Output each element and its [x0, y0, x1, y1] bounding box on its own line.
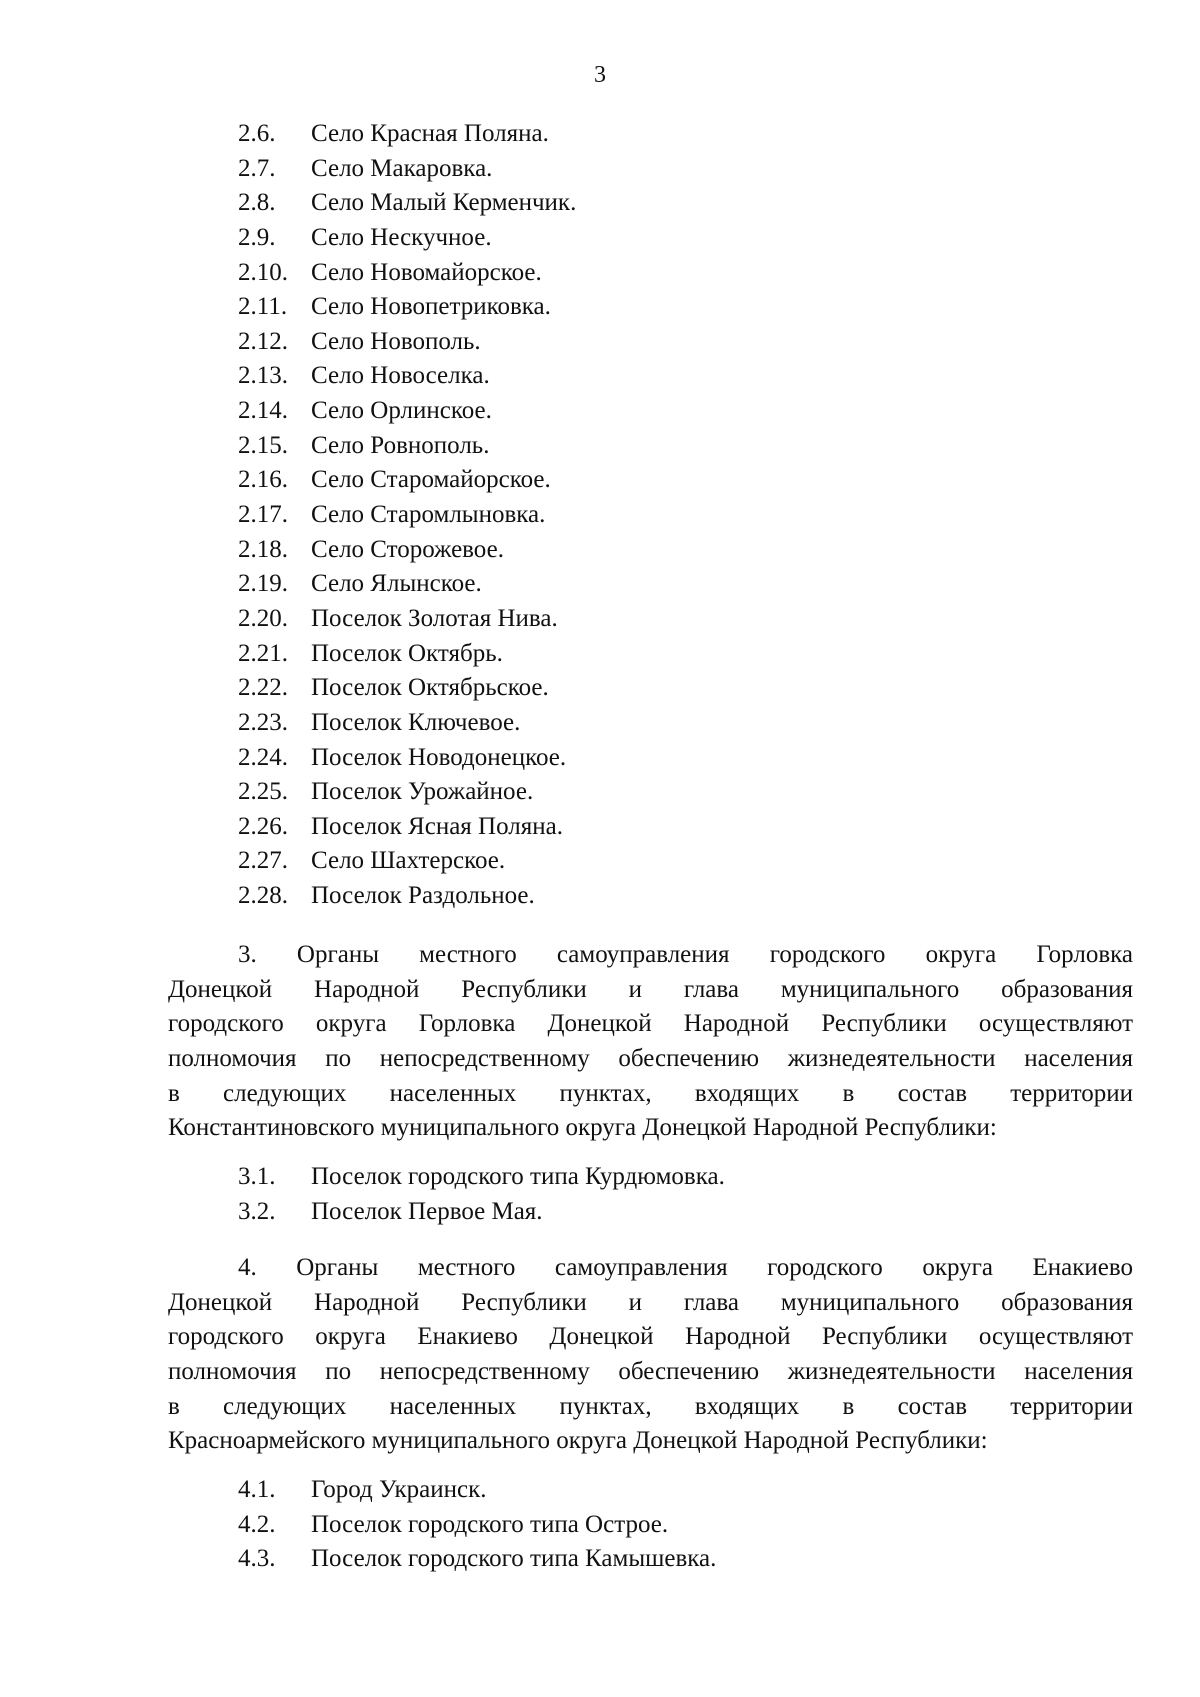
list-item-number: 2.25. — [238, 778, 288, 806]
list-item — [238, 533, 576, 568]
list-item-text: Поселок Золотая Нива. — [311, 604, 558, 632]
list-item-number: 2.27. — [238, 847, 288, 875]
paragraph-line: полномочия по непосредственному обеспечению жизнедеятельности населения — [168, 1358, 1133, 1386]
list-item — [238, 1508, 716, 1543]
list-item-text: Поселок Ключевое. — [311, 708, 521, 736]
list-item-text: Село Новомайорское. — [311, 258, 542, 286]
list-item — [238, 741, 576, 776]
list-item-text: Поселок городского типа Камышевка. — [311, 1545, 717, 1572]
list-item-text: Поселок Новодонецкое. — [311, 743, 567, 771]
list-item-text: Поселок Первое Мая. — [311, 1197, 543, 1225]
list-item — [238, 810, 576, 845]
list-item-number: 2.18. — [238, 535, 288, 563]
list-item-text: Село Новопетриковка. — [311, 293, 551, 321]
list-item-text: Поселок Октябрьское. — [311, 674, 549, 702]
list-item-number: 2.15. — [238, 431, 288, 459]
list-item-number: 2.26. — [238, 812, 288, 840]
list-item — [238, 671, 576, 706]
list-item — [238, 290, 576, 325]
paragraph-line: в следующих населенных пунктах, входящих в состав территории — [168, 1392, 1133, 1420]
list-item-number: 2.24. — [238, 743, 288, 771]
list-item-text: Село Новополь. — [311, 327, 481, 355]
list-item-number: 3.1. — [238, 1163, 276, 1190]
paragraph-4 — [168, 1251, 1133, 1459]
list-item — [238, 221, 576, 256]
list-item — [238, 844, 576, 879]
paragraph-line: Донецкой Народной Республики и глава муниципального образования — [168, 975, 1133, 1003]
list-item — [238, 879, 576, 914]
paragraph-line: городского округа Горловка Донецкой Народной Республики осуществляют — [168, 1010, 1133, 1038]
list-item — [238, 637, 576, 672]
list-item — [238, 394, 576, 429]
list-item — [238, 256, 576, 291]
list-item-number: 2.7. — [238, 154, 276, 182]
list-item-number: 2.28. — [238, 882, 288, 910]
paragraph-line: 4. Органы местного самоуправления городского округа Енакиево — [238, 1254, 1133, 1281]
list-item-number: 2.8. — [238, 189, 276, 217]
list-item-text: Село Нескучное. — [311, 223, 492, 251]
list-item-text: Село Шахтерское. — [311, 847, 506, 875]
list-item — [238, 325, 576, 360]
list-item-text: Село Сторожевое. — [311, 535, 504, 563]
list-item-text: Поселок Раздольное. — [311, 882, 535, 910]
list-item-number: 2.17. — [238, 501, 288, 529]
list-item-number: 2.16. — [238, 466, 288, 494]
list-item-text: Село Старомлыновка. — [311, 501, 546, 529]
list-item-number: 2.10. — [238, 258, 288, 286]
list-item-text: Поселок Урожайное. — [311, 778, 534, 806]
list-item-number: 2.22. — [238, 674, 288, 702]
list-item-number: 2.11. — [238, 293, 288, 321]
paragraph-line: 3. Органы местного самоуправления городского округа Горловка — [238, 941, 1133, 968]
list-item — [238, 186, 576, 221]
list-item-number: 2.20. — [238, 604, 288, 632]
list-item-number: 2.21. — [238, 639, 288, 667]
list-item-text: Поселок городского типа Курдюмовка. — [311, 1163, 725, 1190]
list-item-text: Село Ровнополь. — [311, 431, 490, 459]
list-item — [238, 359, 576, 394]
list-item-number: 4.3. — [238, 1545, 276, 1572]
list-item — [238, 429, 576, 464]
list-item-text: Село Макаровка. — [311, 154, 493, 182]
list-item — [238, 706, 576, 741]
paragraph-line: Донецкой Народной Республики и глава муниципального образования — [168, 1288, 1133, 1316]
settlement-list-3 — [238, 1160, 725, 1229]
paragraph-3 — [168, 938, 1133, 1146]
list-item-number: 2.6. — [238, 120, 276, 147]
list-item-text: Поселок городского типа Острое. — [311, 1510, 669, 1538]
settlement-list-2 — [238, 117, 576, 914]
paragraph-line: в следующих населенных пунктах, входящих в состав территории — [168, 1079, 1133, 1107]
list-item-number: 4.1. — [238, 1476, 276, 1503]
list-item-number: 4.2. — [238, 1510, 276, 1538]
list-item-number: 2.13. — [238, 362, 288, 390]
list-item — [238, 1160, 725, 1195]
paragraph-line: полномочия по непосредственному обеспечению жизнедеятельности населения — [168, 1045, 1133, 1073]
list-item-text: Село Красная Поляна. — [311, 120, 549, 147]
list-item — [238, 1195, 725, 1230]
list-item — [238, 1473, 716, 1508]
list-item — [238, 775, 576, 810]
list-item — [238, 117, 576, 152]
settlement-list-4 — [238, 1473, 716, 1577]
list-item-text: Село Ялынское. — [311, 570, 482, 598]
list-item-text: Город Украинск. — [311, 1476, 487, 1503]
list-item-number: 2.19. — [238, 570, 288, 598]
list-item — [238, 1542, 716, 1577]
list-item — [238, 498, 576, 533]
list-item — [238, 602, 576, 637]
paragraph-line: Константиновского муниципального округа Донецкой Народной Республики: — [168, 1114, 997, 1142]
list-item — [238, 463, 576, 498]
list-item-number: 2.23. — [238, 708, 288, 736]
paragraph-line: Красноармейского муниципального округа Донецкой Народной Республики: — [168, 1427, 988, 1455]
list-item-text: Село Новоселка. — [311, 362, 490, 390]
paragraph-line: городского округа Енакиево Донецкой Народной Республики осуществляют — [168, 1323, 1133, 1351]
list-item-number: 3.2. — [238, 1197, 276, 1225]
list-item — [238, 152, 576, 187]
list-item-number: 2.9. — [238, 223, 276, 251]
page-number: 3 — [594, 62, 606, 88]
list-item-text: Поселок Октябрь. — [311, 639, 503, 667]
list-item-text: Поселок Ясная Поляна. — [311, 812, 563, 840]
list-item-number: 2.12. — [238, 327, 288, 355]
list-item — [238, 567, 576, 602]
list-item-text: Село Старомайорское. — [311, 466, 551, 494]
list-item-text: Село Малый Керменчик. — [311, 189, 577, 217]
list-item-number: 2.14. — [238, 397, 288, 425]
list-item-text: Село Орлинское. — [311, 397, 492, 425]
